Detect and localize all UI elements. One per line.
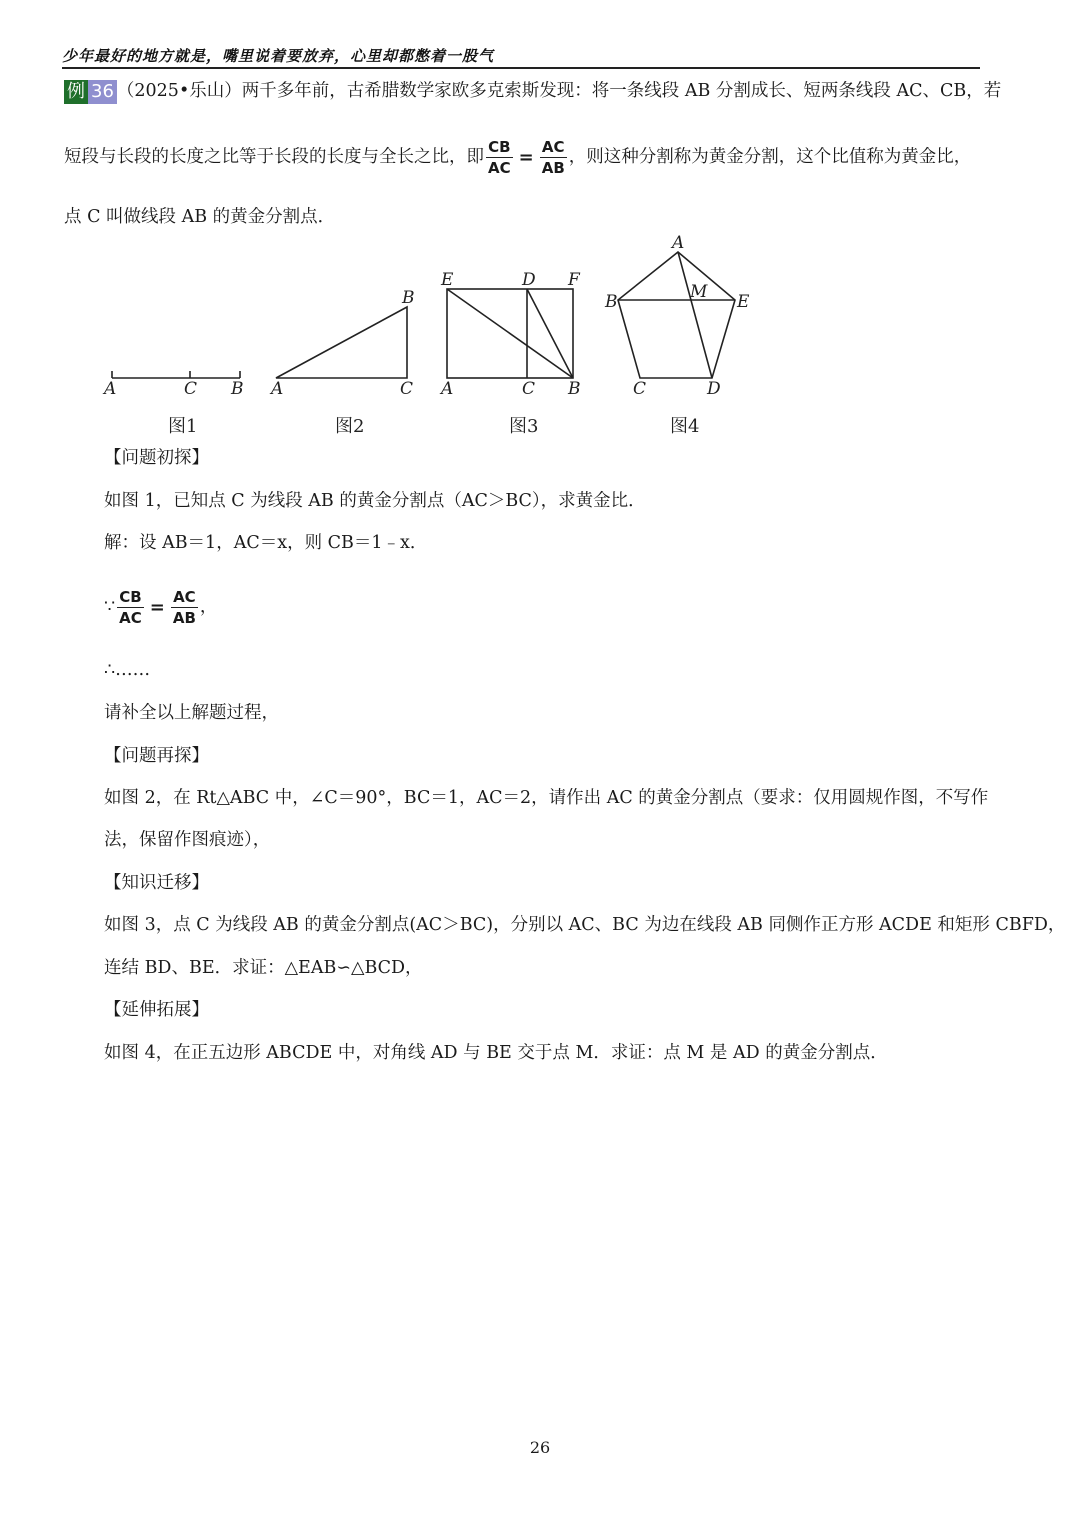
fig1-label-b: B	[231, 379, 244, 399]
fig4-label-m: M	[690, 282, 708, 302]
fig4-label-b: B	[605, 292, 618, 312]
figures-panel	[95, 235, 775, 440]
figure-4-regular-pentagon	[618, 252, 735, 378]
fraction-denominator: AC	[119, 609, 142, 627]
header-rule	[62, 67, 980, 69]
fig3-label-c: C	[522, 379, 536, 399]
fig2-caption: 图2	[335, 416, 365, 437]
fig1-caption: 图1	[168, 416, 198, 437]
fig3-label-e: E	[441, 270, 454, 290]
section-1-proportion	[104, 583, 217, 631]
fig2-label-a: A	[271, 379, 284, 399]
fraction-denominator: AB	[541, 159, 565, 177]
fig2-label-c: C	[400, 379, 414, 399]
fig4-label-c: C	[633, 379, 647, 399]
fraction-cb-over-ac	[117, 587, 144, 628]
example-line-3: 点 C 叫做线段 AB 的黄金分割点．	[64, 207, 336, 227]
section-3-question-line-1: 如图 3，点 C 为线段 AB 的黄金分割点(AC＞BC)，分别以 AC、BC 为边在线段 AB 同侧作正方形 ACDE 和矩形 CBFD，	[104, 915, 1066, 935]
fig1-label-c: C	[184, 379, 198, 399]
fraction-denominator: AC	[488, 159, 511, 177]
section-1-solution-setup: 解：设 AB＝1，AC＝x，则 CB＝1﹣x．	[104, 533, 428, 553]
figure-3-square-rectangle	[447, 289, 573, 378]
fig3-label-f: F	[568, 270, 580, 290]
fraction-numerator: AC	[171, 587, 198, 608]
example-line-1	[64, 79, 1001, 104]
example-line-2	[64, 133, 971, 181]
fraction-cb-over-ac	[486, 137, 513, 178]
fig3-label-a: A	[441, 379, 454, 399]
fig4-label-a: A	[672, 235, 685, 253]
section-3-question-line-2: 连结 BD、BE．求证：△EAB∽△BCD，	[104, 958, 423, 978]
fraction-ac-over-ab	[540, 137, 567, 178]
page-header-slogan: 少年最好的地方就是，嘴里说着要放弃，心里却都憋着一股气	[62, 47, 495, 65]
figure-2-right-triangle	[276, 307, 407, 378]
because-symbol: ∵	[104, 597, 116, 617]
section-2-title: 【问题再探】	[104, 746, 209, 766]
therefore-line: ∴……	[104, 660, 151, 680]
section-1-title: 【问题初探】	[104, 448, 209, 468]
section-2-question-line-1: 如图 2，在 Rt△ABC 中，∠C＝90°，BC＝1，AC＝2，请作出 AC 的黄金分割点（要求：仅用圆规作图，不写作	[104, 788, 989, 808]
section-2-question-line-2: 法，保留作图痕迹），	[104, 830, 271, 850]
equals-sign: =	[149, 596, 165, 618]
fig1-label-a: A	[104, 379, 117, 399]
fraction-numerator: AC	[540, 137, 567, 158]
fig3-label-d: D	[522, 270, 536, 290]
section-4-title: 【延伸拓展】	[104, 1000, 209, 1020]
fraction-numerator: CB	[486, 137, 513, 158]
fig3-label-b: B	[568, 379, 581, 399]
example-line2-before: 短段与长段的长度之比等于长段的长度与全长之比，即	[64, 147, 484, 167]
example-badge	[64, 80, 117, 104]
section-4-question: 如图 4，在正五边形 ABCDE 中，对角线 AD 与 BE 交于点 M．求证：点 M 是 AD 的黄金分割点．	[104, 1043, 888, 1063]
example-number: 36	[88, 80, 117, 104]
proportion-comma: ，	[199, 597, 218, 617]
fraction-numerator: CB	[117, 587, 144, 608]
fig2-label-b: B	[402, 288, 415, 308]
section-3-title: 【知识迁移】	[104, 873, 209, 893]
example-line2-after: ，则这种分割称为黄金分割，这个比值称为黄金比，	[568, 147, 972, 167]
section-1-question: 如图 1，已知点 C 为线段 AB 的黄金分割点（AC＞BC），求黄金比．	[104, 491, 646, 511]
fraction-ac-over-ab	[171, 587, 198, 628]
equals-sign: =	[518, 146, 534, 168]
page-number: 26	[529, 1438, 551, 1457]
example-tag: 例	[64, 80, 88, 104]
section-1-instruction: 请补全以上解题过程，	[104, 703, 279, 723]
figure-1-segment	[112, 371, 240, 378]
fig4-label-e: E	[737, 292, 750, 312]
fraction-denominator: AB	[172, 609, 196, 627]
fig4-label-d: D	[707, 379, 721, 399]
example-intro-text: （2025•乐山）两千多年前，古希腊数学家欧多克索斯发现：将一条线段 AB 分割成长、短两条线段 AC、CB，若	[116, 81, 1002, 101]
fig4-caption: 图4	[670, 416, 700, 437]
fig3-caption: 图3	[509, 416, 539, 437]
